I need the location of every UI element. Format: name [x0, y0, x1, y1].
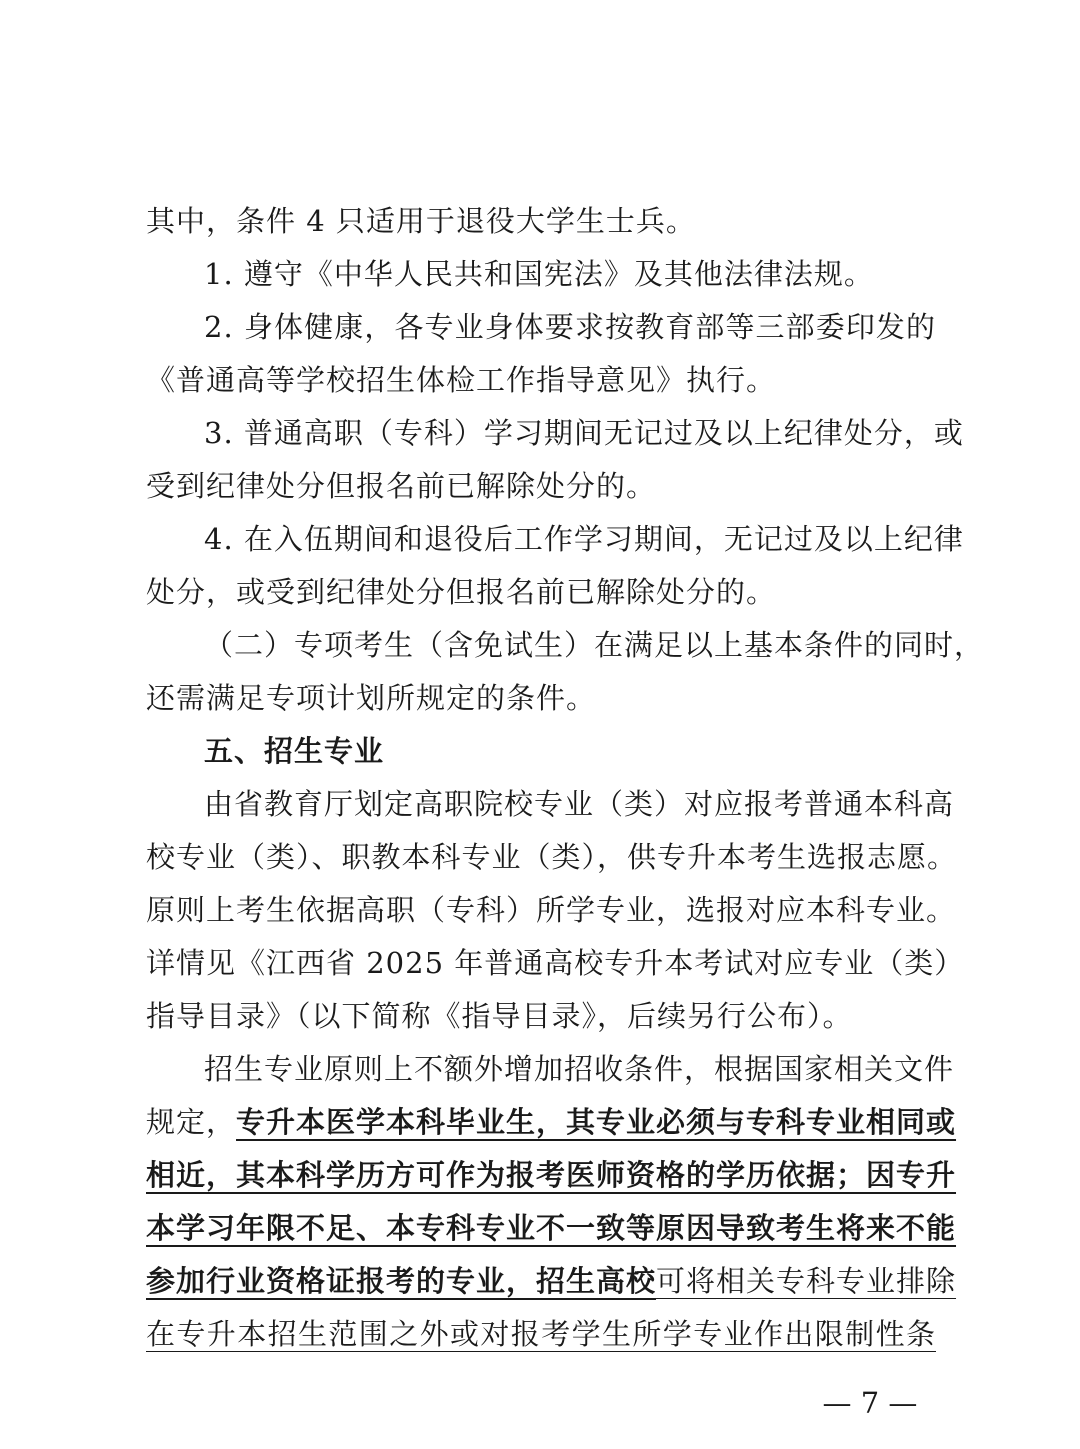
majors-paragraph-line-5: 指导目录》（以下简称《指导目录》，后续另行公布）。: [146, 999, 853, 1033]
majors-paragraph-line-2: 校专业（类）、职教本科专业（类），供专升本考生选报志愿。: [146, 840, 958, 874]
condition-1-line: 1. 遵守《中华人民共和国宪法》及其他法律法规。: [204, 257, 874, 291]
special-candidates-line-1: （二）专项考生（含免试生）在满足以上基本条件的同时，: [204, 628, 985, 662]
condition-3-line-2: 受到纪律处分但报名前已解除处分的。: [146, 469, 657, 503]
majors-paragraph-line-1: 由省教育厅划定高职院校专业（类）对应报考普通本科高: [204, 787, 955, 821]
conditions-paragraph-line-2: [146, 1102, 957, 1142]
special-candidates-line-2: 还需满足专项计划所规定的条件。: [146, 681, 597, 715]
paragraph-line-intro: 其中，条件 4 只适用于退役大学生士兵。: [146, 204, 696, 238]
condition-4-line-2: 处分，或受到纪律处分但报名前已解除处分的。: [146, 575, 777, 609]
section-heading-majors: 五、招生专业: [204, 734, 385, 768]
emphasized-text: 本学习年限不足、本专科专业不一致等原因导致考生将来不能: [146, 1211, 957, 1245]
plain-text: 规定，: [146, 1105, 237, 1139]
majors-paragraph-line-3: 原则上考生依据高职（专科）所学专业，选报对应本科专业。: [146, 893, 957, 927]
majors-paragraph-line-4: 详情见《江西省 2025 年普通高校专升本考试对应专业（类）: [146, 946, 965, 980]
conditions-paragraph-line-3: [146, 1155, 957, 1195]
conditions-paragraph-line-1: 招生专业原则上不额外增加招收条件，根据国家相关文件: [204, 1052, 955, 1086]
emphasized-text: 相近，其本科学历方可作为报考医师资格的学历依据；因专升: [146, 1158, 957, 1192]
underlined-text: 可将相关专科专业排除: [656, 1264, 957, 1298]
conditions-paragraph-line-6: [146, 1314, 936, 1354]
underlined-text: 在专升本招生范围之外或对报考学生所学专业作出限制性条: [146, 1317, 936, 1351]
condition-2-line-2: 《普通高等学校招生体检工作指导意见》执行。: [146, 363, 777, 397]
condition-4-line-1: 4. 在入伍期间和退役后工作学习期间，无记过及以上纪律: [204, 522, 964, 556]
condition-3-line-1: 3. 普通高职（专科）学习期间无记过及以上纪律处分，或: [204, 416, 964, 450]
page-number: — 7 —: [822, 1386, 918, 1420]
conditions-paragraph-line-5: [146, 1261, 957, 1301]
emphasized-text: 参加行业资格证报考的专业，招生高校: [146, 1264, 657, 1298]
emphasized-text: 专升本医学本科毕业生，其专业必须与专科专业相同或: [236, 1105, 957, 1139]
condition-2-line-1: 2. 身体健康，各专业身体要求按教育部等三部委印发的: [204, 310, 936, 344]
conditions-paragraph-line-4: [146, 1208, 957, 1248]
